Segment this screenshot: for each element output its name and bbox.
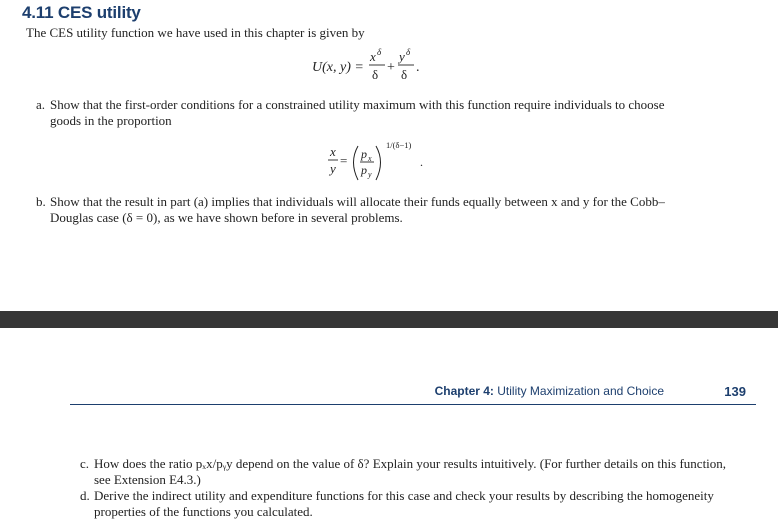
- eq2-price-x: p: [361, 147, 367, 161]
- part-b-line-2: Douglas case (δ = 0), as we have shown before in several problems.: [50, 210, 403, 225]
- part-c-line-1: How does the ratio pₓx/pᵧy depend on the value of δ? Explain your results intuitively. (For further details on this function,: [94, 456, 727, 471]
- eq1-period: .: [416, 60, 420, 75]
- eq2-equals: =: [340, 153, 348, 168]
- part-b-line-1: Show that the result in part (a) implies that individuals will allocate their funds equally between x and y for the Cobb–: [50, 194, 665, 209]
- eq2-period: .: [420, 155, 423, 169]
- eq2-numerator-x: x: [330, 144, 336, 159]
- eq1-exponent-x: δ: [377, 47, 382, 57]
- eq1-numerator-y: y: [399, 49, 405, 64]
- part-a-line-1: Show that the first-order conditions for a constrained utility maximum with this function require individuals to choose: [50, 97, 665, 112]
- part-d-line-1: Derive the indirect utility and expenditure functions for this case and check your results by describing the homogeneity: [94, 488, 714, 503]
- textbook-page-bottom: [0, 328, 778, 532]
- page-divider: [0, 311, 778, 328]
- ces-utility-equation: [312, 45, 452, 85]
- eq1-plus: +: [387, 60, 395, 75]
- eq1-lhs: U(x, y) =: [312, 60, 364, 75]
- part-a: [36, 97, 756, 131]
- running-head: [70, 378, 756, 405]
- eq1-denominator-2: δ: [401, 67, 408, 82]
- part-b-label: b.: [36, 194, 46, 209]
- proportion-equation: [328, 138, 438, 186]
- eq1-exponent-y: δ: [406, 47, 411, 57]
- part-d-line-2: properties of the functions you calculated.: [94, 504, 313, 519]
- part-d: [80, 488, 760, 522]
- chapter-title: Utility Maximization and Choice: [497, 384, 664, 398]
- eq2-exponent: 1/(δ−1): [386, 140, 412, 150]
- eq2-left-paren: [354, 146, 359, 180]
- eq2-price-x-sub: x: [368, 154, 372, 163]
- part-a-label: a.: [36, 97, 46, 112]
- eq2-denominator-y: y: [330, 161, 336, 176]
- part-b: [36, 194, 756, 228]
- eq2-price-y: p: [361, 163, 367, 177]
- eq1-denominator-1: δ: [372, 67, 379, 82]
- page-number: 139: [724, 384, 746, 399]
- part-c-label: c.: [80, 456, 90, 471]
- section-title: 4.11 CES utility: [22, 3, 141, 22]
- eq1-numerator-x: x: [370, 49, 376, 64]
- chapter-heading: [435, 384, 664, 398]
- eq2-right-paren: [376, 146, 381, 180]
- intro-text: The CES utility function we have used in this chapter is given by: [26, 25, 365, 40]
- part-c-line-2: see Extension E4.3.): [94, 472, 201, 487]
- part-a-line-2: goods in the proportion: [50, 113, 172, 128]
- chapter-number: Chapter 4:: [434, 384, 494, 398]
- part-c: [80, 456, 760, 490]
- eq2-price-y-sub: y: [368, 170, 372, 179]
- part-d-label: d.: [80, 488, 90, 503]
